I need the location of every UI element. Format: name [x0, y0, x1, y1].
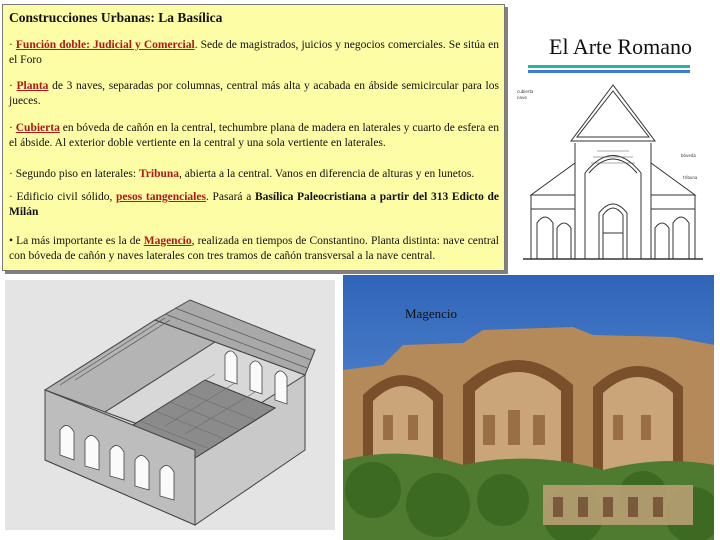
- paragraph-text: , abierta a la central. Vanos en diferencia de alturas y en lunetos.: [179, 168, 475, 180]
- paragraph-text: , realizada en tiempos de Constantino. Planta distinta: nave central con bóveda de cañón y naves laterales con tres tramos de cañón transversal a la nave central.: [9, 235, 499, 262]
- paragraph-text: en bóveda de cañón en la central, techumbre plana de madera en laterales y cuarto de esfera en el ábside. Al exterior doble vertiente en la central y una sola vertiente en laterales.: [9, 122, 499, 149]
- basilica-section-drawing: [513, 83, 711, 269]
- term-magencio: Magencio: [143, 235, 192, 247]
- paragraph-plan: [9, 79, 499, 109]
- paragraph-structure: [9, 190, 499, 220]
- slide-title: Construcciones Urbanas: La Basílica: [9, 10, 223, 25]
- bullet: ·: [9, 80, 17, 92]
- bullet: ·: [9, 122, 16, 134]
- term-function: Función doble: Judicial y Comercial: [15, 39, 195, 51]
- svg-text:tribuna: tribuna: [683, 175, 698, 180]
- paragraph-text: . Pasará a: [205, 191, 255, 203]
- paragraph-text: · Segundo piso en laterales:: [9, 168, 139, 180]
- paragraph-text: · Edificio civil sólido,: [9, 191, 117, 203]
- bullet: ·: [9, 39, 16, 51]
- paragraph-tribune: [9, 167, 499, 182]
- basilica-axonometric-drawing: [5, 280, 335, 530]
- section-heading: El Arte Romano: [549, 34, 692, 59]
- paragraph-text: de 3 naves, separadas por columnas, central más alta y acabada en ábside semicircular para los jueces.: [9, 80, 499, 107]
- term-weights: pesos tangenciales: [116, 191, 206, 203]
- heading-rule-bottom: [528, 70, 690, 73]
- heading-rule-top: [528, 65, 690, 68]
- paragraph-text: • La más importante es la de: [9, 235, 144, 247]
- paragraph-function: [9, 38, 499, 68]
- svg-text:bóveda: bóveda: [681, 153, 696, 158]
- term-tribune: Tribuna: [138, 168, 180, 180]
- term-milan: Basílica Paleocristiana a partir del 313 Edicto de Milán: [9, 191, 499, 218]
- svg-text:cubierta: cubierta: [517, 89, 534, 94]
- paragraph-maxentius: [9, 234, 499, 264]
- svg-text:nave: nave: [517, 95, 527, 100]
- photo-caption: Magencio: [405, 306, 457, 321]
- paragraph-roof: [9, 121, 499, 151]
- term-plan: Planta: [16, 80, 49, 92]
- text-panel: [2, 4, 505, 271]
- basilica-magencio-photo: [343, 275, 714, 540]
- term-roof: Cubierta: [15, 122, 60, 134]
- paragraph-text: . Sede de magistrados, juicios y negocios comerciales. Se sitúa en el Foro: [9, 39, 500, 66]
